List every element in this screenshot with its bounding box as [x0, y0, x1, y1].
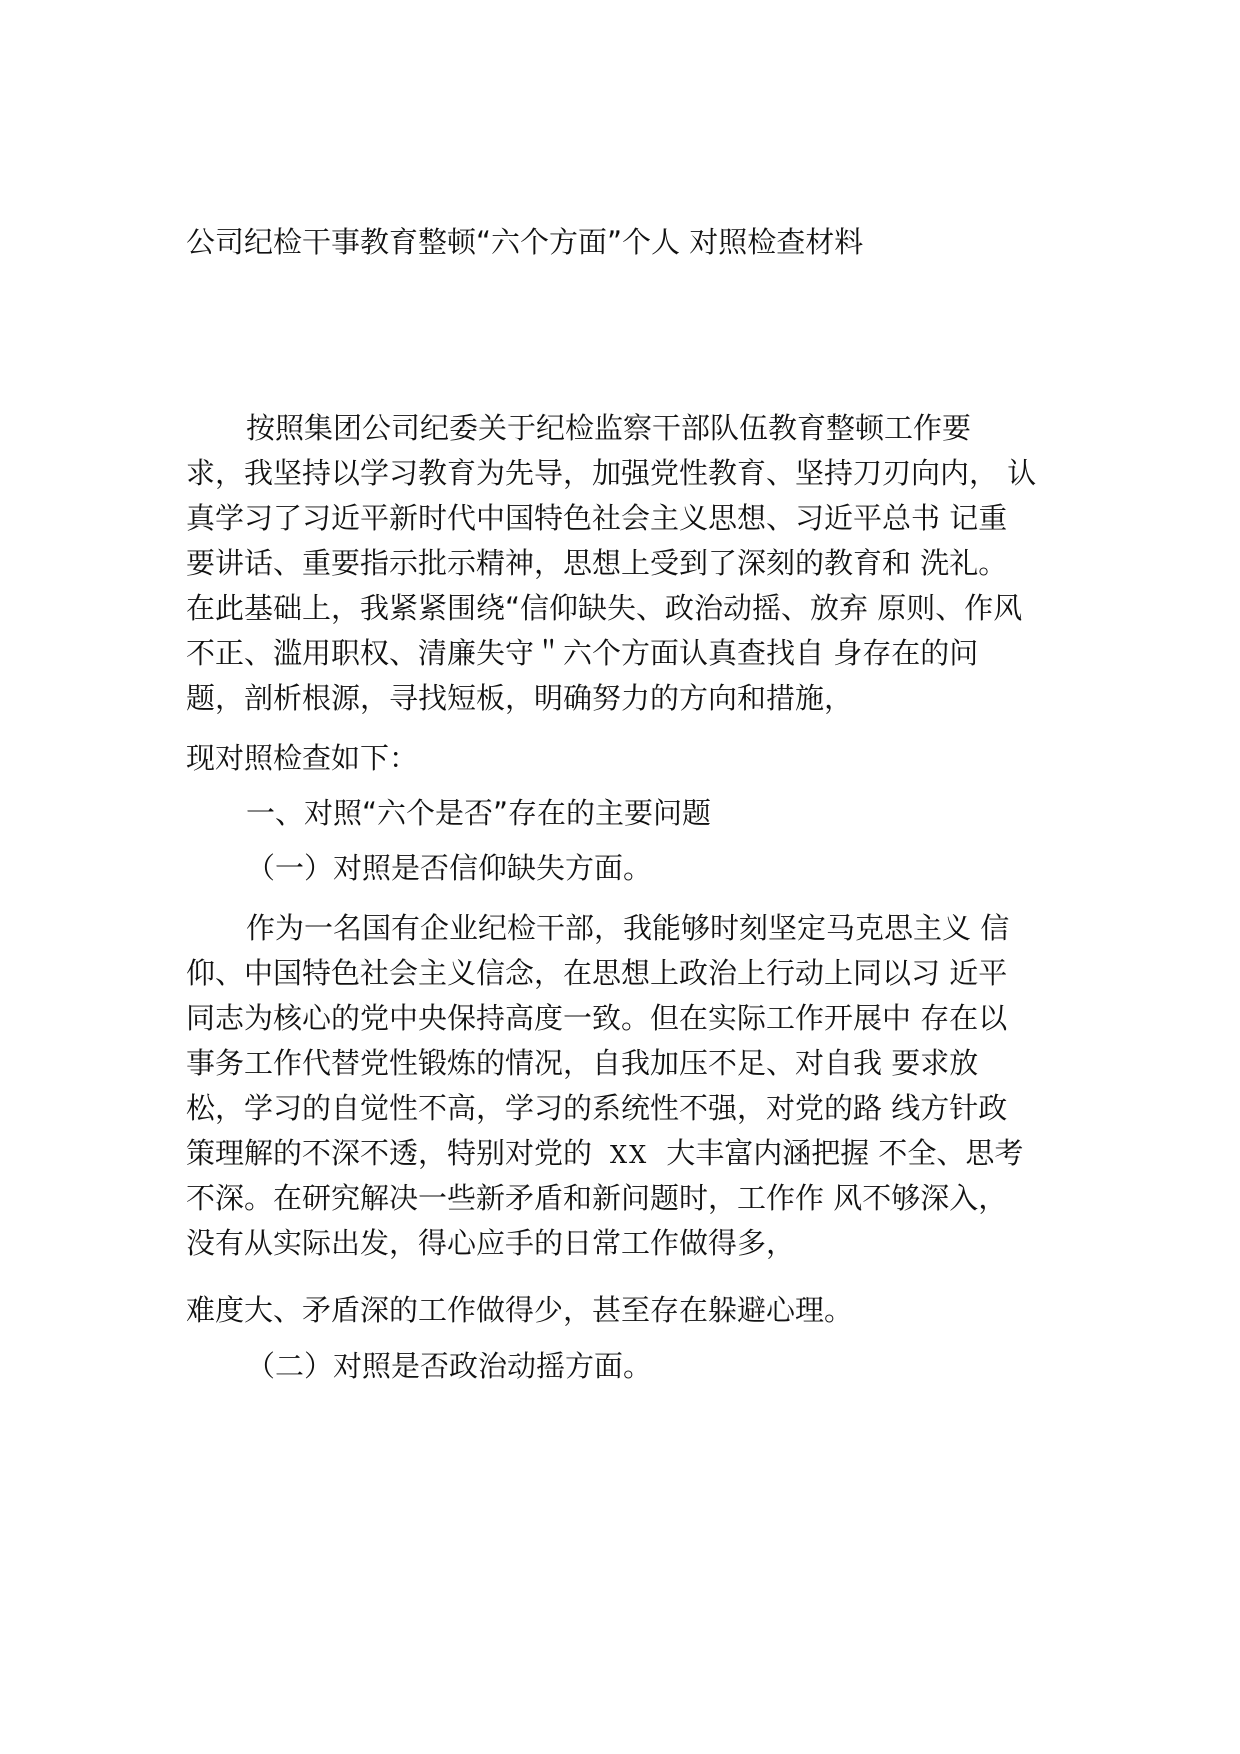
subsection-heading-1: （一）对照是否信仰缺失方面。	[246, 851, 653, 885]
intro-line-7: 题，剖析根源，寻找短板，明确努力的方向和措施，	[186, 681, 854, 715]
section-heading: 一、对照“六个是否”存在的主要问题	[246, 796, 712, 830]
intro-line-1: 按照集团公司纪委关于纪检监察干部队伍教育整顿工作要	[246, 411, 972, 445]
body-line-5: 松，学习的自觉性不高，学习的系统性不强，对党的路 线方针政	[186, 1091, 1008, 1125]
body-line-4: 事务工作代替党性锻炼的情况，自我加压不足、对自我 要求放	[186, 1046, 979, 1080]
body-line-8: 没有从实际出发，得心应手的日常工作做得多，	[186, 1226, 796, 1260]
intro-line-6: 不正、滥用职权、清廉失守＂六个方面认真查找自 身存在的问	[186, 636, 979, 670]
body-line-7: 不深。在研究解决一些新矛盾和新问题时，工作作 风不够深入，	[186, 1181, 1008, 1215]
body-line-2: 仰、中国特色社会主义信念，在思想上政治上行动上同以习 近平	[186, 956, 1008, 990]
intro-line-3: 真学习了习近平新时代中国特色社会主义思想、习近平总书 记重	[186, 501, 1008, 535]
intro-line-5: 在此基础上，我紧紧围绕“信仰缺失、政治动摇、放弃 原则、作风	[186, 591, 1023, 625]
intro-line-2: 求，我坚持以学习教育为先导，加强党性教育、坚持刀刃向内， 认	[186, 456, 1037, 490]
body-line-6-xx: XX	[610, 1141, 649, 1169]
body-line-1: 作为一名国有企业纪检干部，我能够时刻坚定马克思主义 信	[246, 911, 1010, 945]
body-line-9: 难度大、矛盾深的工作做得少，甚至存在躲避心理。	[186, 1293, 854, 1327]
body-line-6	[186, 1135, 1023, 1173]
intro-line-4: 要讲话、重要指示批示精神，思想上受到了深刻的教育和 洗礼。	[186, 546, 1008, 580]
intro-closing: 现对照检查如下：	[186, 741, 419, 775]
body-line-3: 同志为核心的党中央保持高度一致。但在实际工作开展中 存在以	[186, 1001, 1008, 1035]
document-title: 公司纪检干事教育整顿“六个方面”个人 对照检查材料	[186, 225, 864, 259]
subsection-heading-2: （二）对照是否政治动摇方面。	[246, 1349, 653, 1383]
body-line-6-end: 大丰富内涵把握 不全、思考	[666, 1136, 1024, 1170]
body-line-6-start: 策理解的不深不透，特别对党的	[186, 1136, 593, 1170]
